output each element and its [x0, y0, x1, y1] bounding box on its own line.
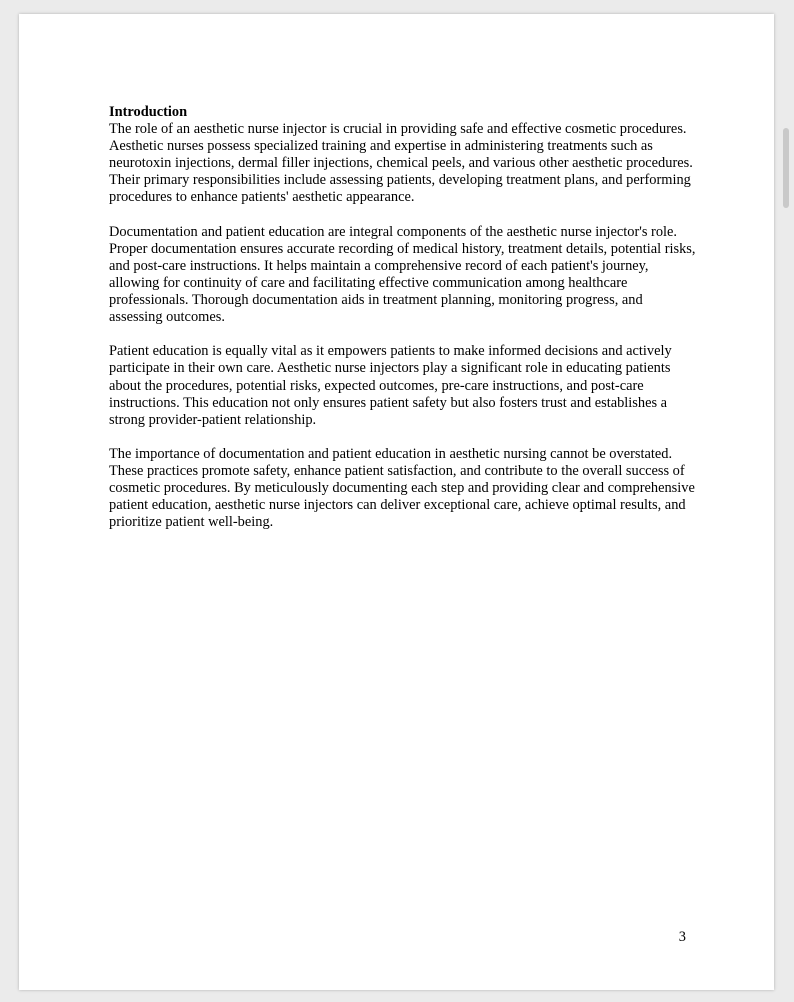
paragraph-2: Documentation and patient education are integral components of the aesthetic nurse injector's role. Proper documentation ensures accurate recording of medical history, treatment details, potential risks, and post-care instructions. It helps maintain a comprehensive record of each patient's journey, allowing for continuity of care and facilitating effective communication among healthcare professionals. Thorough documentation aids in treatment planning, monitoring progress, and assessing outcomes.: [109, 223, 696, 326]
section-heading: Introduction: [109, 104, 188, 120]
document-page: [19, 14, 774, 990]
paragraph-1: The role of an aesthetic nurse injector is crucial in providing safe and effective cosmetic procedures. Aesthetic nurses possess specialized training and expertise in administering treatments such as neurotoxin injections, dermal filler injections, chemical peels, and various other aesthetic procedures. Their primary responsibilities include assessing patients, developing treatment plans, and performing procedures to enhance patients' aesthetic appearance.: [109, 121, 693, 206]
paragraph-4: The importance of documentation and patient education in aesthetic nursing cannot be overstated. These practices promote safety, enhance patient satisfaction, and contribute to the overall success of cosmetic procedures. By meticulously documenting each step and providing clear and comprehensive patient education, aesthetic nurse injectors can deliver exceptional care, achieve optimal results, and prioritize patient well-being.: [109, 445, 695, 531]
page-number: 3: [678, 929, 686, 945]
scrollbar-thumb[interactable]: [783, 128, 789, 208]
page-content: [109, 104, 699, 548]
paragraph-3: Patient education is equally vital as it empowers patients to make informed decisions and actively participate in their own care. Aesthetic nurse injectors play a significant role in educating patients about the procedures, potential risks, expected outcomes, pre-care instructions, and post-care instructions. This education not only ensures patient safety but also fosters trust and establishes a strong provider-patient relationship.: [109, 343, 672, 428]
